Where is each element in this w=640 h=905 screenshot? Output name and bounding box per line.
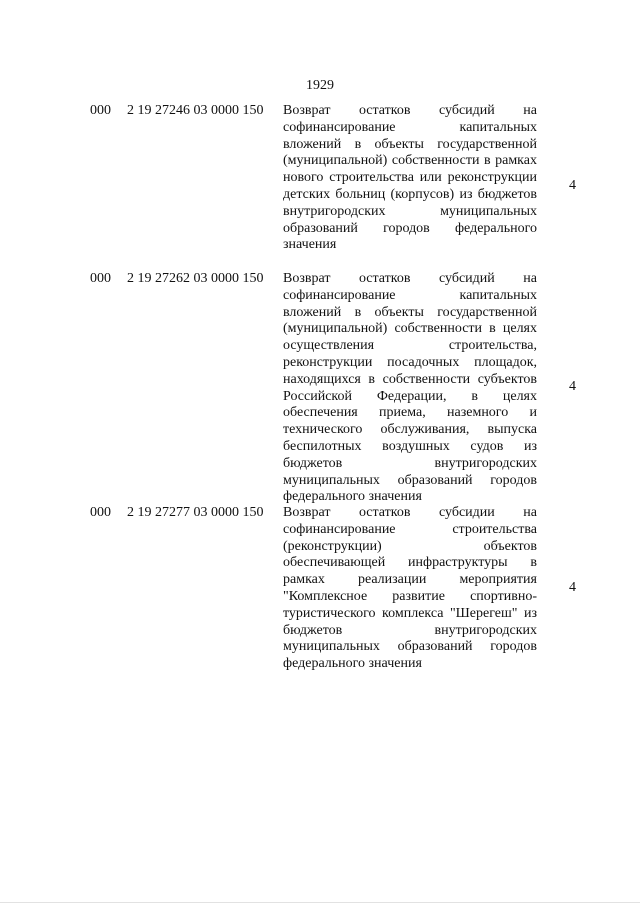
budget-classification-code: 2 19 27262 03 0000 150 <box>127 271 264 286</box>
distribution-norm: 4 <box>569 178 576 193</box>
admin-code: 000 <box>90 505 111 520</box>
revenue-description: Возврат остатков субсидий на софинансирование капитальных вложений в объекты государственной (муниципальной) собственности в целях осуществления строительства, реконструкции посадочных площадок, находящихся в собственности субъектов Российской Федерации, в целях обеспечения приема, наземного и технического обслуживания, выпуска беспилотных воздушных судов из бюджетов внутригородских муниципальных образований городов федерального значения <box>283 271 537 505</box>
budget-classification-code: 2 19 27277 03 0000 150 <box>127 505 264 520</box>
page-number: 1929 <box>306 78 334 93</box>
scan-bottom-edge <box>0 902 640 903</box>
admin-code: 000 <box>90 271 111 286</box>
distribution-norm: 4 <box>569 580 576 595</box>
distribution-norm: 4 <box>569 379 576 394</box>
admin-code: 000 <box>90 103 111 118</box>
revenue-description: Возврат остатков субсидий на софинансирование капитальных вложений в объекты государственной (муниципальной) собственности в рамках нового строительства или реконструкции детских больниц (корпусов) из бюджетов внутригородских муниципальных образований городов федерального значения <box>283 103 537 253</box>
budget-classification-code: 2 19 27246 03 0000 150 <box>127 103 264 118</box>
revenue-description: Возврат остатков субсидии на софинансирование строительства (реконструкции) объектов обеспечивающей инфраструктуры в рамках реализации мероприятия "Комплексное развитие спортивно-туристического комплекса "Шерегеш" из бюджетов внутригородских муниципальных образований городов федерального значения <box>283 505 537 672</box>
